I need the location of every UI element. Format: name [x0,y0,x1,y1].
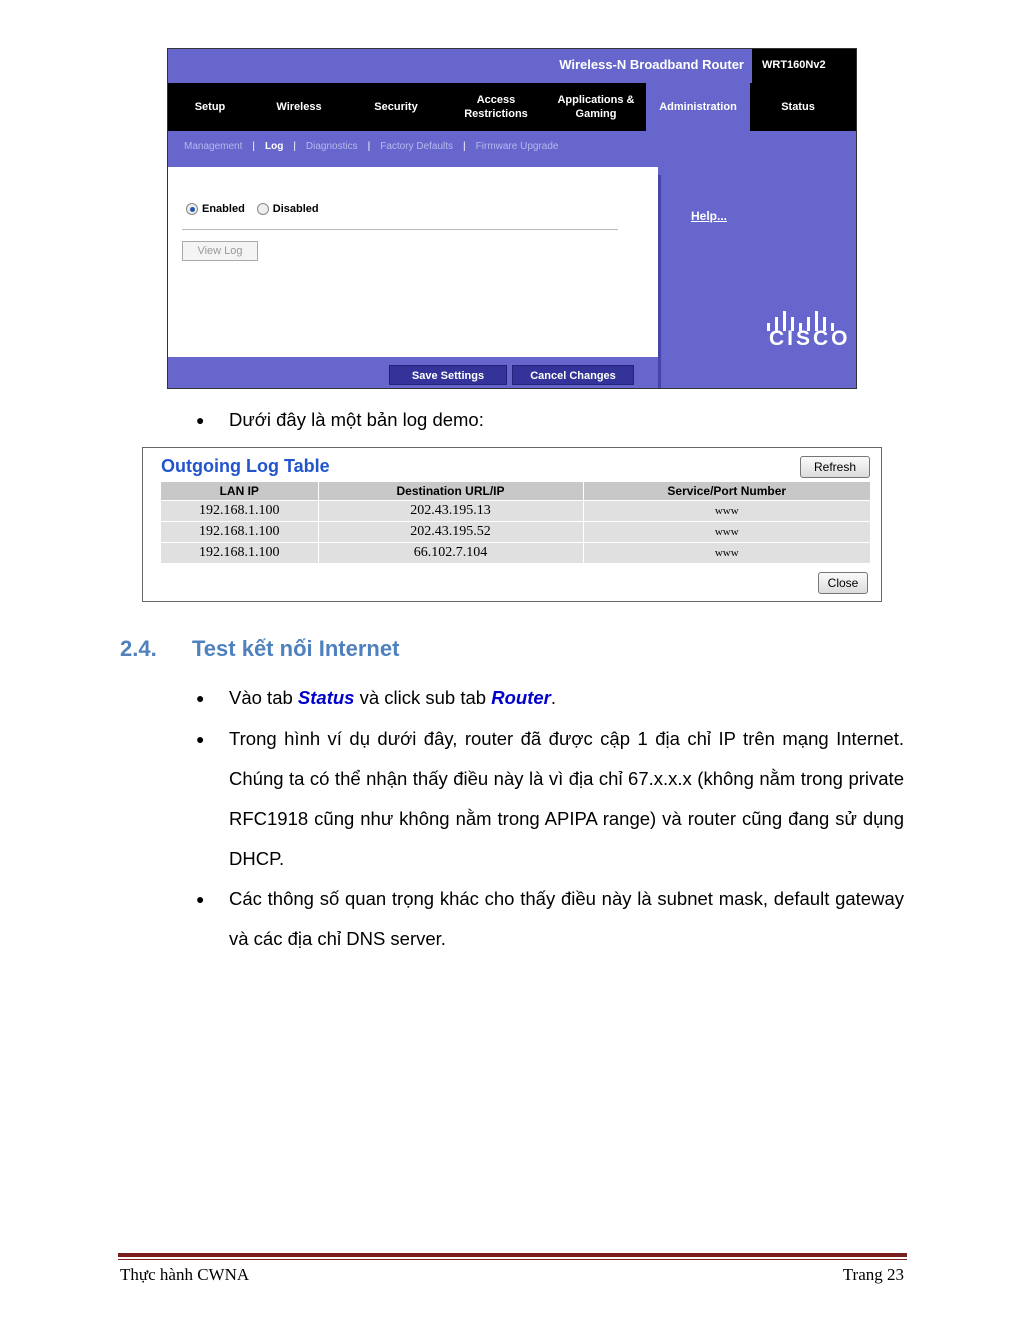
router-sub-nav: Management | Log | Diagnostics | Factory Defaults | Firmware Upgrade [168,131,856,161]
column-header-destination: Destination URL/IP [318,482,583,500]
bullet-intro: Dưới đây là một bản log demo: [229,409,484,430]
page-number: Trang 23 [842,1265,904,1284]
disabled-label: Disabled [272,203,319,215]
tab-setup[interactable]: Setup [194,101,226,113]
subtab-firmware-upgrade[interactable]: Firmware Upgrade [475,140,559,152]
destination-cell: 66.102.7.104 [318,542,583,563]
subtab-factory-defaults[interactable]: Factory Defaults [380,140,454,152]
log-radio-group [186,203,319,215]
destination-cell: 202.43.195.52 [318,521,583,542]
disabled-radio[interactable] [257,203,269,215]
refresh-button[interactable]: Refresh [800,456,870,478]
lan-ip-cell: 192.168.1.100 [161,500,318,521]
enabled-radio[interactable] [186,203,198,215]
column-header-service: Service/Port Number [583,482,871,500]
section-number: 2.4. [120,636,157,661]
subtab-log[interactable]: Log [264,140,284,152]
cancel-changes-button[interactable]: Cancel Changes [512,365,634,385]
help-sidebar [658,175,857,389]
router-action-bar [168,357,658,389]
destination-cell: 202.43.195.13 [318,500,583,521]
lan-ip-cell: 192.168.1.100 [161,542,318,563]
table-row [161,500,871,521]
help-link[interactable]: Help... [691,209,728,223]
product-name: Wireless-N Broadband Router [559,57,744,72]
divider [182,229,618,230]
footer-title: Thực hành CWNA [120,1265,250,1284]
tab-applications-gaming[interactable]: Applications & Gaming [557,94,635,120]
bullet-status-router: Vào tab Status và click sub tab Router. [229,687,556,708]
service-cell: www [583,521,871,542]
subtab-management[interactable]: Management [184,140,243,152]
tab-security[interactable]: Security [374,101,418,113]
bullet-ip-explanation: Trong hình ví dụ dưới đây, router đã được cập 1 địa chỉ IP trên mạng Internet. Chúng ta có thể nhận thấy điều này là vì địa chỉ 67.x.x.x (không nằm trong private RFC1918 cũng như không nằm trong APIPA range) và router cũng đang sử dụng DHCP. [229,728,904,869]
bullet-other-params: Các thông số quan trọng khác cho thấy điều này là subnet mask, default gateway và các địa chỉ DNS server. [229,888,904,949]
router-admin-screenshot [167,48,857,389]
outgoing-log-table-screenshot [142,447,882,602]
log-settings-panel [168,161,658,357]
subtab-diagnostics[interactable]: Diagnostics [305,140,358,152]
log-table-title: Outgoing Log Table [161,456,330,476]
service-cell: www [583,500,871,521]
cisco-logo: CISCO [769,327,851,350]
view-log-button[interactable]: View Log [182,241,258,261]
status-tab-ref: Status [297,687,355,708]
tab-access-restrictions[interactable]: Access Restrictions [464,94,528,120]
router-main-nav [168,83,856,131]
service-cell: www [583,542,871,563]
table-row [161,542,871,563]
router-subtab-ref: Router [491,687,551,708]
router-topbar [168,49,856,83]
close-button[interactable]: Close [818,572,868,594]
lan-ip-cell: 192.168.1.100 [161,521,318,542]
log-table [161,482,871,563]
column-header-lan-ip: LAN IP [161,482,318,500]
table-row [161,521,871,542]
tab-status[interactable]: Status [781,101,815,113]
tab-administration[interactable]: Administration [646,83,750,131]
save-settings-button[interactable]: Save Settings [389,365,507,385]
footer-rule [118,1253,907,1257]
tab-wireless[interactable]: Wireless [276,101,322,113]
section-title: Test kết nối Internet [192,636,400,661]
model-badge: WRT160Nv2 [752,49,856,83]
enabled-label: Enabled [202,203,245,215]
footer-rule-thin [118,1259,907,1260]
